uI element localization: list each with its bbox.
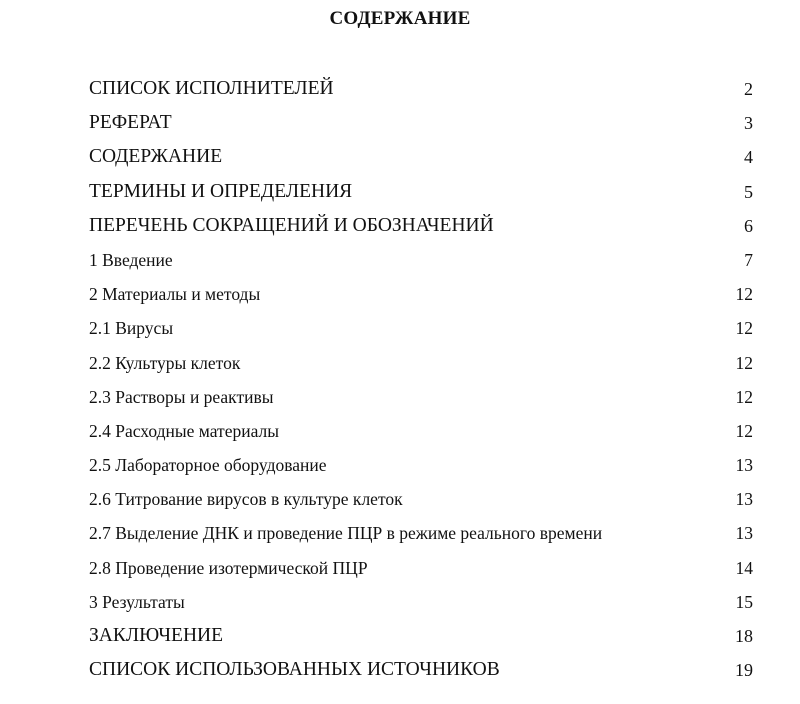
toc-entry-page: 12 xyxy=(735,420,753,441)
toc-entry-label: 2.1 Вирусы xyxy=(89,318,174,339)
toc-entry-page: 7 xyxy=(744,249,753,270)
toc-entry-5 xyxy=(89,214,753,248)
toc-entry-8 xyxy=(89,316,753,350)
toc-entry-label: ТЕРМИНЫ И ОПРЕДЕЛЕНИЯ xyxy=(89,180,353,202)
toc-entry-page: 12 xyxy=(735,284,753,305)
toc-entry-page: 14 xyxy=(735,557,753,578)
toc-entry-2 xyxy=(89,111,753,145)
toc-entry-page: 13 xyxy=(735,455,753,476)
toc-entry-14 xyxy=(89,521,753,555)
toc-entry-11 xyxy=(89,419,753,453)
toc-entry-7 xyxy=(89,282,753,316)
toc-entry-label: РЕФЕРАТ xyxy=(89,112,172,134)
toc-entry-17 xyxy=(89,624,753,658)
toc-entry-15 xyxy=(89,556,753,590)
toc-entry-label: 1 Введение xyxy=(89,249,173,270)
toc-entry-label: СОДЕРЖАНИЕ xyxy=(89,146,223,168)
toc-entry-page: 15 xyxy=(735,591,753,612)
toc-entry-1 xyxy=(89,77,753,111)
toc-entry-label: 2.7 Выделение ДНК и проведение ПЦР в режиме реального времени xyxy=(89,523,603,544)
toc-entry-page: 13 xyxy=(735,489,753,510)
toc-entry-label: 2 Материалы и методы xyxy=(89,284,261,305)
toc-entry-page: 5 xyxy=(744,181,753,202)
toc-entry-9 xyxy=(89,351,753,385)
toc-entry-label: 3 Результаты xyxy=(89,591,185,612)
toc-entry-10 xyxy=(89,385,753,419)
toc-entry-label: 2.3 Растворы и реактивы xyxy=(89,386,274,407)
toc-entry-page: 12 xyxy=(735,386,753,407)
toc-entry-page: 12 xyxy=(735,318,753,339)
toc-entry-16 xyxy=(89,590,753,624)
toc-entry-label: ЗАКЛЮЧЕНИЕ xyxy=(89,625,224,646)
toc-entry-label: ПЕРЕЧЕНЬ СОКРАЩЕНИЙ И ОБОЗНАЧЕНИЙ xyxy=(89,214,494,236)
toc-entry-label: 2.5 Лабораторное оборудование xyxy=(89,455,327,476)
toc-entry-page: 18 xyxy=(735,626,753,646)
toc-entry-3 xyxy=(89,145,753,179)
toc-entry-label: 2.2 Культуры клеток xyxy=(89,352,241,373)
toc-entry-page: 6 xyxy=(744,215,753,236)
toc-entry-12 xyxy=(89,453,753,487)
toc-entry-4 xyxy=(89,180,753,214)
toc-entry-page: 12 xyxy=(735,352,753,373)
toc-entry-page: 13 xyxy=(735,523,753,544)
toc-entry-page: 3 xyxy=(744,113,753,134)
toc-entry-label: СПИСОК ИСПОЛЬЗОВАННЫХ ИСТОЧНИКОВ xyxy=(89,659,500,681)
toc-entry-label: 2.6 Титрование вирусов в культуре клеток xyxy=(89,489,403,510)
toc-entry-13 xyxy=(89,487,753,521)
toc-entry-label: 2.4 Расходные материалы xyxy=(89,420,279,441)
toc-entry-label: 2.8 Проведение изотермической ПЦР xyxy=(89,557,368,578)
toc-entry-page: 2 xyxy=(744,79,753,99)
table-of-contents xyxy=(89,77,753,692)
page-title: СОДЕРЖАНИЕ xyxy=(329,8,471,29)
toc-entry-page: 4 xyxy=(744,147,753,168)
toc-entry-6 xyxy=(89,248,753,282)
toc-entry-label: СПИСОК ИСПОЛНИТЕЛЕЙ xyxy=(89,78,334,99)
toc-entry-18 xyxy=(89,658,753,692)
toc-entry-page: 19 xyxy=(735,660,753,681)
